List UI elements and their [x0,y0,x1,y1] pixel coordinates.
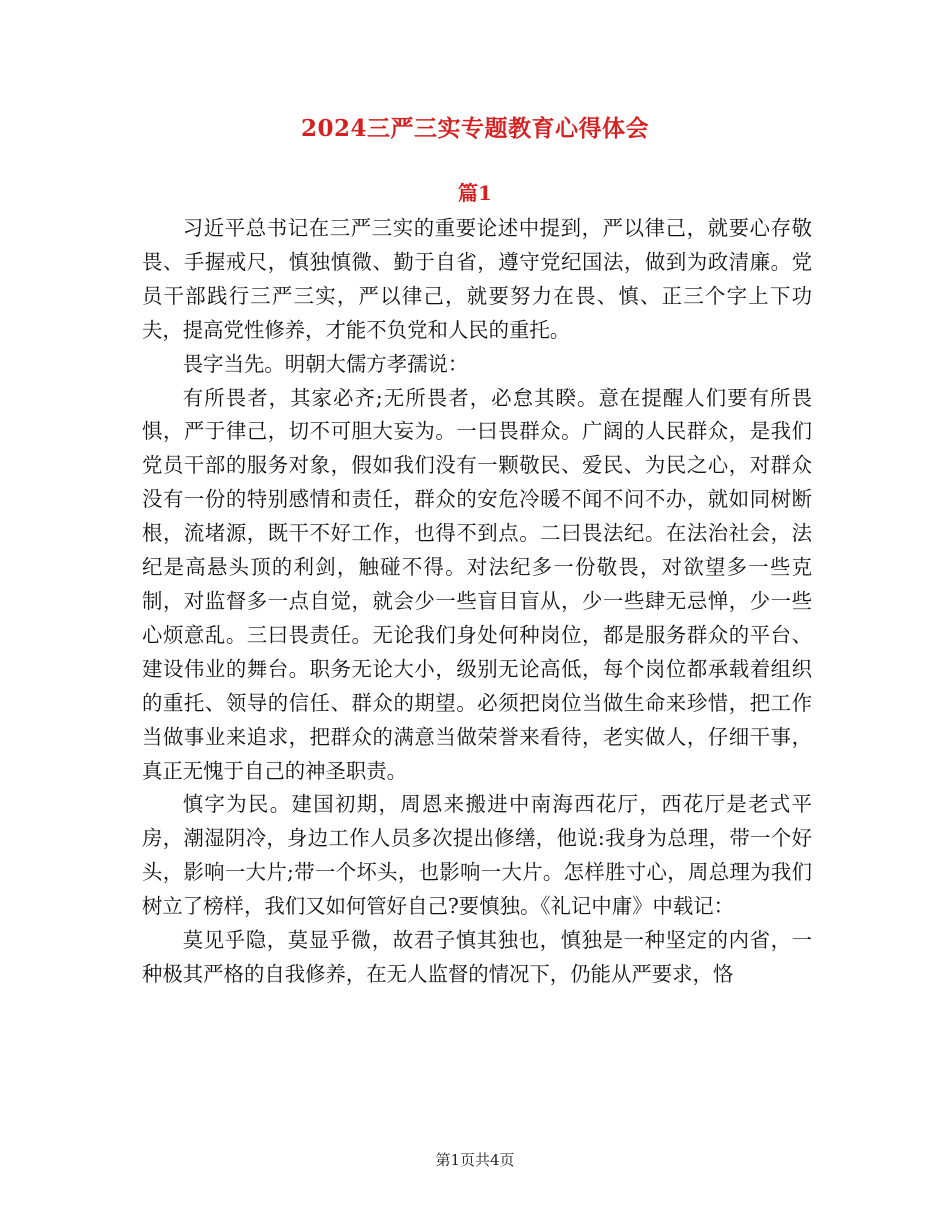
paragraph: 畏字当先。明朝大儒方孝孺说： [182,351,469,376]
page-footer: 第1页共4页 [435,1151,515,1169]
paragraph: 慎字为民。建国初期，周恩来搬进中南海西花厅，西花厅是老式平房，潮湿阴冷，身边工作人员多次提出修缮，他说:我身为总理，带一个好头，影响一大片;带一个坏头，也影响一大片。怎样胜寸心，周总理为我们树立了榜样，我们又如何管好自己?要慎独。《礼记中庸》中载记： [142,792,812,919]
paragraph: 莫见乎隐，莫显乎微，故君子慎其独也，慎独是一种坚定的内省，一种极其严格的自我修养，在无人监督的情况下，仍能从严要求，恪 [142,928,812,986]
document-title: 2024三严三实专题教育心得体会 [300,115,649,142]
paragraph: 有所畏者，其家必齐;无所畏者，必怠其睽。意在提醒人们要有所畏惧，严于律己，切不可胆大妄为。一曰畏群众。广阔的人民群众，是我们党员干部的服务对象，假如我们没有一颗敬民、爱民、为民之心，对群众没有一份的特别感情和责任，群众的安危冷暖不闻不问不办，就如同树断根，流堵源，既干不好工作，也得不到点。二曰畏法纪。在法治社会，法纪是高悬头顶的利剑，触碰不得。对法纪多一份敬畏，对欲望多一些克制，对监督多一点自觉，就会少一些盲目盲从，少一些肆无忌惮，少一些心烦意乱。三曰畏责任。无论我们身处何种岗位，都是服务群众的平台、建设伟业的舞台。职务无论大小，级别无论高低，每个岗位都承载着组织的重托、领导的信任、群众的期望。必须把岗位当做生命来珍惜，把工作当做事业来追求，把群众的满意当做荣誉来看待，老实做人，仔细干事，真正无愧于自己的神圣职责。 [142,385,812,783]
section-title: 篇1 [458,181,492,205]
document-body [142,212,812,992]
paragraph: 习近平总书记在三严三实的重要论述中提到，严以律己，就要心存敬畏、手握戒尺，慎独慎微、勤于自省，遵守党纪国法，做到为政清廉。党员干部践行三严三实，严以律己，就要努力在畏、慎、正三个字上下功夫，提高党性修养，才能不负党和人民的重托。 [142,216,812,342]
